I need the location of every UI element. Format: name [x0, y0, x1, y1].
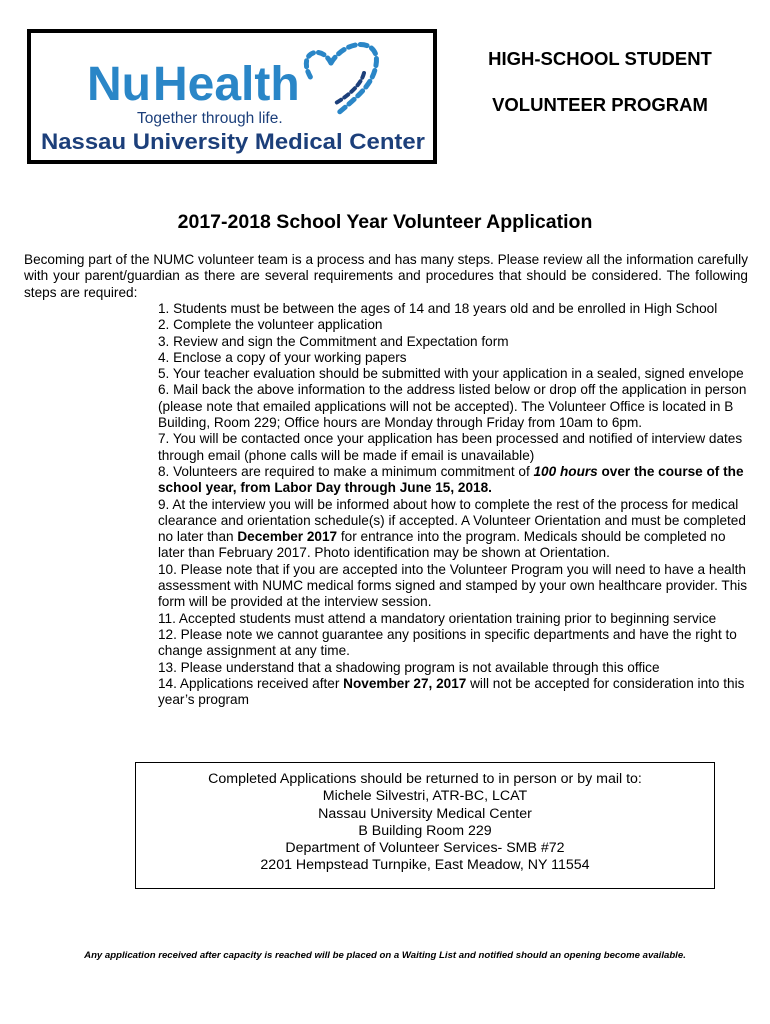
step-item: 10. Please note that if you are accepted into the Volunteer Program you will need to have a health assessment with NUMC medical forms signed and stamped by your own healthcare provider. This form will be provided at the interview session. — [158, 561, 748, 610]
logo-brand-nu: Nu — [87, 58, 151, 111]
step-item — [158, 464, 754, 497]
step-9-text-end: for entrance into the program. Medicals should be completed no later than February 2017. Photo identification may be shown at Orientation. — [158, 529, 726, 561]
street-address: 2201 Hempstead Turnpike, East Meadow, NY 11554 — [260, 857, 590, 874]
step-item: 12. Please note we cannot guarantee any positions in specific departments and have the right to change assignment at any time. — [158, 626, 737, 659]
logo-tagline: Together through life. — [137, 110, 283, 127]
step-item: 6. Mail back the above information to the address listed below or drop off the application in person (please note that emailed applications will not be accepted). The Volunteer Office is located in B Building, Room 229; Office hours are Monday through Friday from 10am to 6pm. — [158, 382, 747, 431]
step-14-text: 14. Applications received after — [158, 675, 344, 691]
program-title-line2: VOLUNTEER PROGRAM — [492, 94, 708, 115]
step-9-deadline: December 2017 — [237, 529, 338, 545]
step-item: 5. Your teacher evaluation should be submitted with your application in a sealed, signed envelope — [158, 366, 744, 382]
department: Department of Volunteer Services- SMB #72 — [285, 840, 565, 857]
logo-institution: Nassau University Medical Center — [41, 129, 426, 154]
step-14-text-end: will not be accepted for consideration into this year’s program — [158, 675, 745, 708]
return-address-box — [135, 762, 715, 889]
building-room: B Building Room 229 — [358, 822, 492, 839]
nuhealth-logo — [31, 33, 433, 160]
logo-box — [27, 29, 437, 164]
institution-name: Nassau University Medical Center — [318, 805, 532, 822]
return-instructions: Completed Applications should be returned to in person or by mail to: — [208, 771, 642, 787]
step-item: 2. Complete the volunteer application — [158, 317, 383, 333]
step-14-deadline: November 27, 2017 — [343, 675, 467, 691]
step-item: 13. Please understand that a shadowing program is not available through this office — [158, 659, 660, 675]
step-item: 11. Accepted students must attend a mandatory orientation training prior to beginning service — [158, 610, 717, 626]
program-title — [460, 48, 740, 116]
intro-paragraph: Becoming part of the NUMC volunteer team is a process and has many steps. Please review all the information carefully with your parent/guardian as there are several requirements and procedures that should be considered. The following steps are required: — [24, 252, 748, 300]
program-title-line1: HIGH-SCHOOL STUDENT — [488, 48, 712, 69]
step-item: 1. Students must be between the ages of 14 and 18 years old and be enrolled in High School — [158, 301, 718, 316]
step-8-text: 8. Volunteers are required to make a minimum commitment of — [158, 463, 534, 479]
step-item: 4. Enclose a copy of your working papers — [158, 349, 407, 365]
step-item — [158, 676, 754, 709]
step-item: 7. You will be contacted once your application has been processed and notified of interview dates through email (phone calls will be made if email is unavailable) — [158, 431, 743, 463]
logo-brand-health: Health — [153, 58, 300, 111]
step-9-text: 9. At the interview you will be informed about how to complete the rest of the process for medical clearance and orientation schedule(s) if accepted. A Volunteer Orientation and must be completed no later than — [158, 496, 746, 545]
contact-name: Michele Silvestri, ATR-BC, LCAT — [322, 788, 528, 805]
waiting-list-note: Any application received after capacity is reached will be placed on a Waiting List and notified should an opening become available. — [84, 950, 686, 961]
step-8-bold-text: over the course of the school year, from Labor Day through June 15, 2018. — [158, 463, 744, 496]
step-8-hours: 100 hours — [533, 463, 598, 479]
heart-icon — [306, 44, 376, 115]
step-item: 3. Review and sign the Commitment and Expectation form — [158, 333, 509, 349]
steps-list — [158, 301, 754, 708]
step-item — [158, 497, 754, 562]
application-title: 2017-2018 School Year Volunteer Application — [177, 211, 593, 233]
